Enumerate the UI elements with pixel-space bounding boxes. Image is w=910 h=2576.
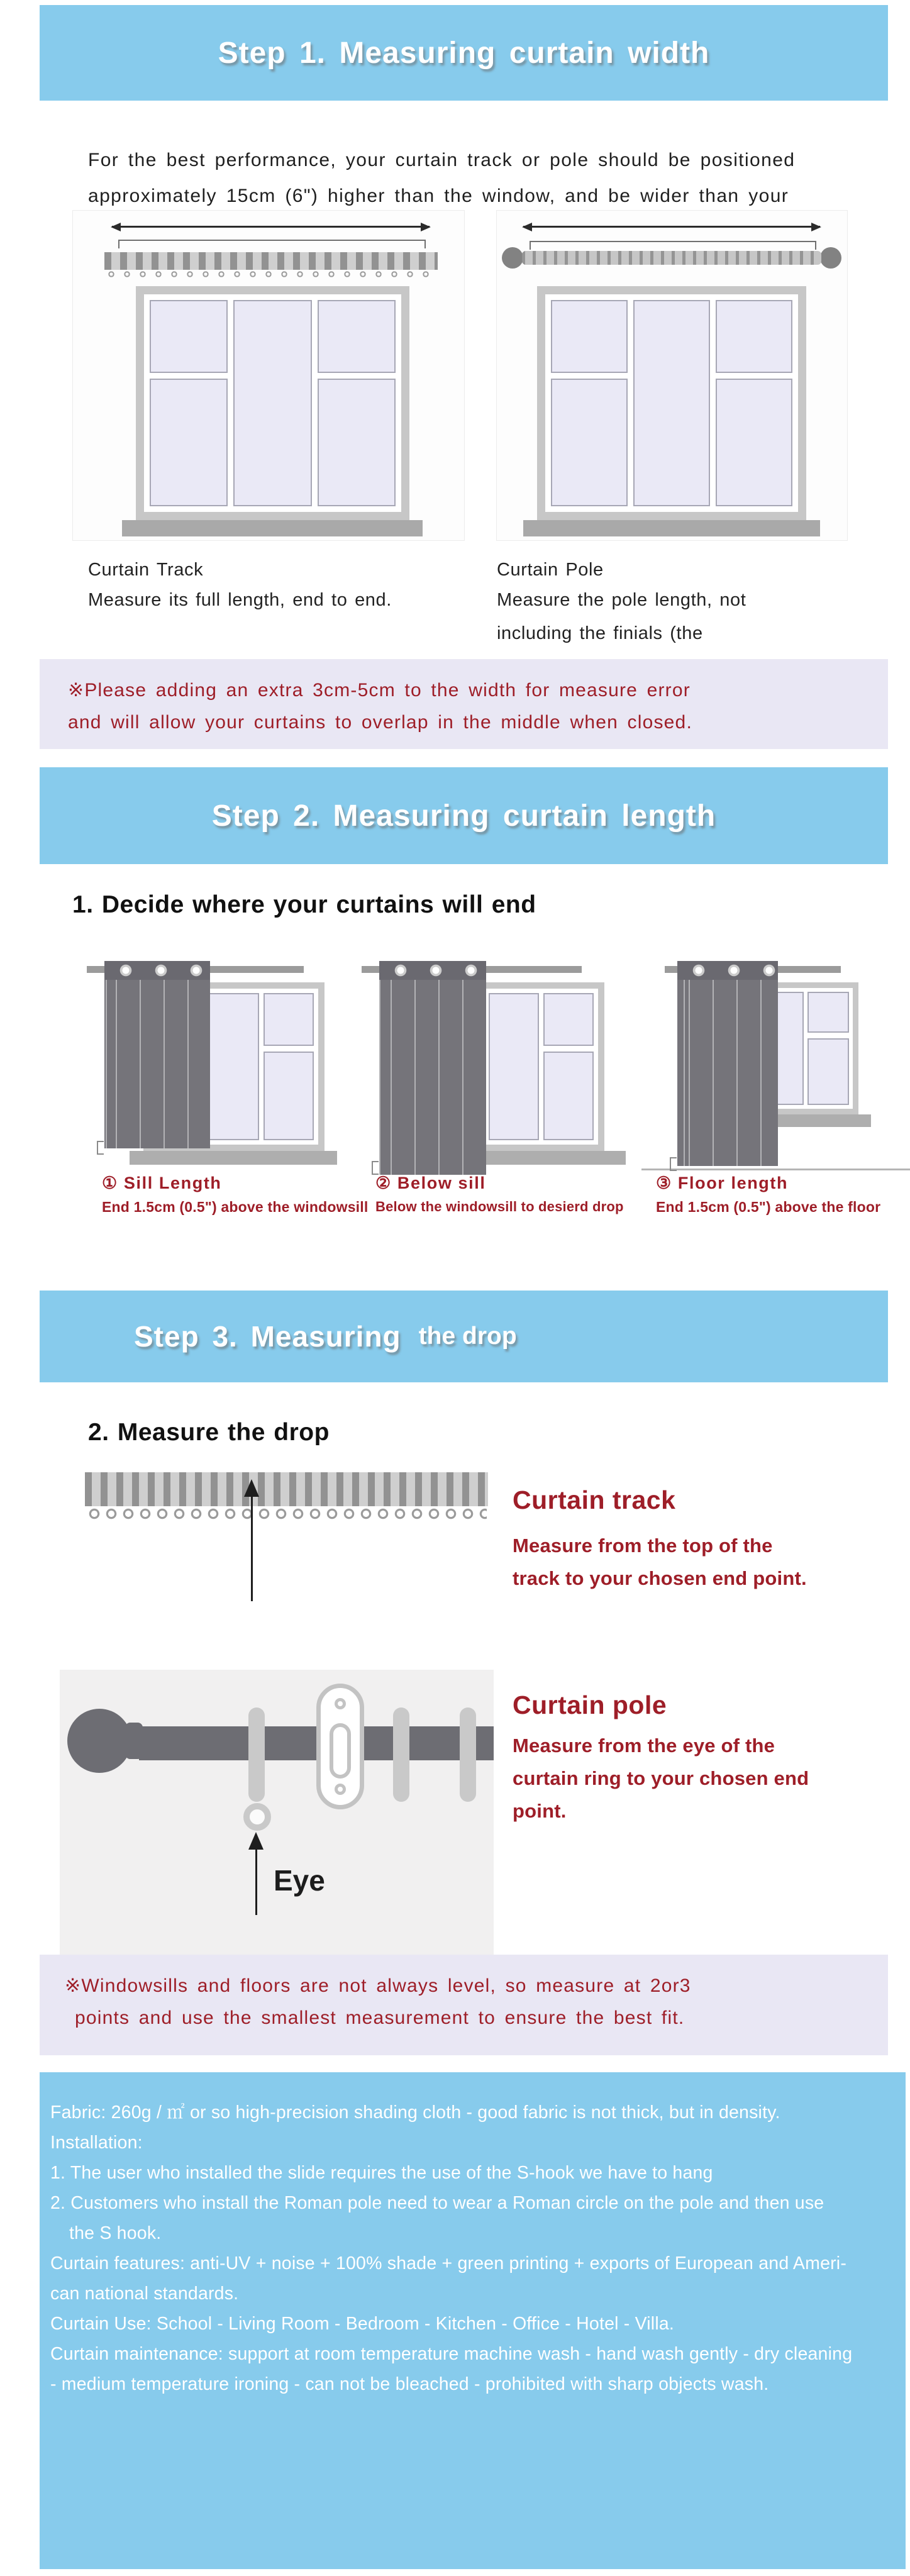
eye-label: Eye [274,1864,325,1897]
measure-tick-icon [670,1157,677,1171]
eye-arrow-up-icon [248,1832,264,1850]
step1-intro-line1: For the best performance, your curtain track or pole should be positioned [88,150,796,170]
width-note [40,659,888,749]
finial-ball-icon [67,1709,131,1773]
bracket-screw-hole-icon [335,1784,346,1795]
finial-right-icon [820,247,841,269]
window-graphic [537,286,806,520]
option3-text: End 1.5cm (0.5") above the floor [656,1199,881,1215]
width-note-line1: ※Please adding an extra 3cm-5cm to the width for measure error [68,680,691,701]
track-drop-hooks-graphic [86,1506,487,1525]
option2-title: ② Below sill [375,1174,486,1192]
step3-banner-title: Step 3. Measuring [134,1320,401,1353]
track-drop-title: Curtain track [513,1485,676,1514]
width-measure-arrow-icon [112,226,430,228]
step3-banner [40,1291,888,1382]
floor-length-diagram [651,961,910,1175]
curtain-track-diagram [72,210,465,541]
floor-line-graphic [641,1169,910,1170]
ring-eye-icon [243,1803,271,1831]
info-line: 1. The user who installed the slide requires the use of the S-hook we have to hang [50,2163,713,2183]
step1-banner-title: Step 1. Measuring curtain width [218,36,710,70]
info-line: can national standards. [50,2284,239,2304]
info-line: - medium temperature ironing - can not be bleached - prohibited with sharp objects wash. [50,2374,769,2394]
width-note-line2: and will allow your curtains to overlap in the middle when closed. [68,712,692,733]
step1-banner [40,5,888,101]
track-graphic [104,252,438,270]
curtain-graphic [104,961,210,1148]
track-drop-line2: track to your chosen end point. [513,1567,807,1589]
grommets-graphic [379,961,486,980]
step1-intro [88,142,855,214]
step2-banner-title: Step 2. Measuring curtain length [211,799,716,833]
track-drop-desc [513,1530,807,1595]
step3-banner-subtitle: the drop [418,1323,517,1350]
windowsill-graphic [122,520,423,536]
info-line: Fabric: 260g / ㎡ or so high-precision shading cloth - good fabric is not thick, but in density. [50,2102,780,2123]
curtain-graphic [677,961,778,1166]
info-line: Curtain maintenance: support at room temperature machine wash - hand wash gently - dry cleaning [50,2344,853,2364]
windowsill-graphic [130,1151,337,1165]
step2-banner [40,767,888,864]
curtain-ring-graphic [460,1707,476,1802]
track-drop-graphic [85,1472,488,1506]
track-arrow-stem-icon [251,1496,253,1601]
bracket-screw-hole-icon [335,1698,346,1709]
step2-heading: 1. Decide where your curtains will end [72,891,536,918]
finial-left-icon [502,247,523,269]
info-line: the S hook. [69,2223,162,2243]
info-line: Curtain features: anti-UV + noise + 100% shade + green printing + exports of European and Ameri- [50,2253,847,2273]
drop-note-line1: ※Windowsills and floors are not always level, so measure at 2or3 [65,1975,691,1996]
pole-drop-title: Curtain pole [513,1690,667,1719]
measure-tick-icon [97,1141,104,1155]
bracket-slot-graphic [330,1723,351,1779]
below-sill-diagram [362,961,632,1175]
drop-note [40,1955,888,2055]
windowsill-graphic [523,520,820,536]
pole-caption-line2: including the finials (the [497,623,703,643]
option3-title: ③ Floor length [656,1174,789,1192]
curtain-ring-graphic [248,1707,265,1802]
width-bracket-icon [530,241,816,250]
pole-drop-diagram [60,1670,494,1976]
pole-drop-line3: point. [513,1800,567,1822]
width-measure-arrow-icon [523,226,820,228]
pole-caption-line1: Measure the pole length, not [497,590,746,610]
option1-text: End 1.5cm (0.5") above the windowsill [102,1199,369,1215]
info-line: Installation: [50,2133,143,2153]
grommets-graphic [677,961,778,980]
option2-text: Below the windowsill to desierd drop [375,1199,624,1214]
track-drop-line1: Measure from the top of the [513,1535,773,1557]
pole-drop-line2: curtain ring to your chosen end [513,1767,809,1789]
drop-note-line2: points and use the smallest measurement to ensure the best fit. [75,2007,685,2028]
product-info-section [40,2072,906,2569]
track-caption-title: Curtain Track [88,560,204,580]
width-bracket-icon [118,240,426,248]
pole-graphic [522,251,821,265]
sill-length-diagram [82,961,341,1175]
curtain-ring-graphic [393,1707,409,1802]
option1-title: ① Sill Length [102,1174,222,1192]
track-gliders-graphic [106,270,436,279]
pole-bracket-graphic [316,1684,364,1809]
step3-heading: 2. Measure the drop [88,1419,330,1446]
pole-drop-desc [513,1729,809,1828]
grommets-graphic [104,961,210,980]
pole-caption-title: Curtain Pole [497,560,604,580]
pole-drop-line1: Measure from the eye of the [513,1735,775,1757]
eye-arrow-stem-icon [255,1848,257,1915]
window-graphic [136,286,409,520]
curtain-pole-diagram [496,210,848,541]
step1-intro-line2: approximately 15cm (6") higher than the window, and be wider than your [88,186,789,206]
info-line: Curtain Use: School - Living Room - Bedroom - Kitchen - Office - Hotel - Villa. [50,2314,675,2334]
measure-tick-icon [372,1161,379,1175]
curtain-graphic [379,961,486,1175]
track-caption-text: Measure its full length, end to end. [88,590,392,610]
info-line: 2. Customers who install the Roman pole need to wear a Roman circle on the pole and then use [50,2193,824,2213]
track-arrow-up-icon [244,1479,259,1497]
